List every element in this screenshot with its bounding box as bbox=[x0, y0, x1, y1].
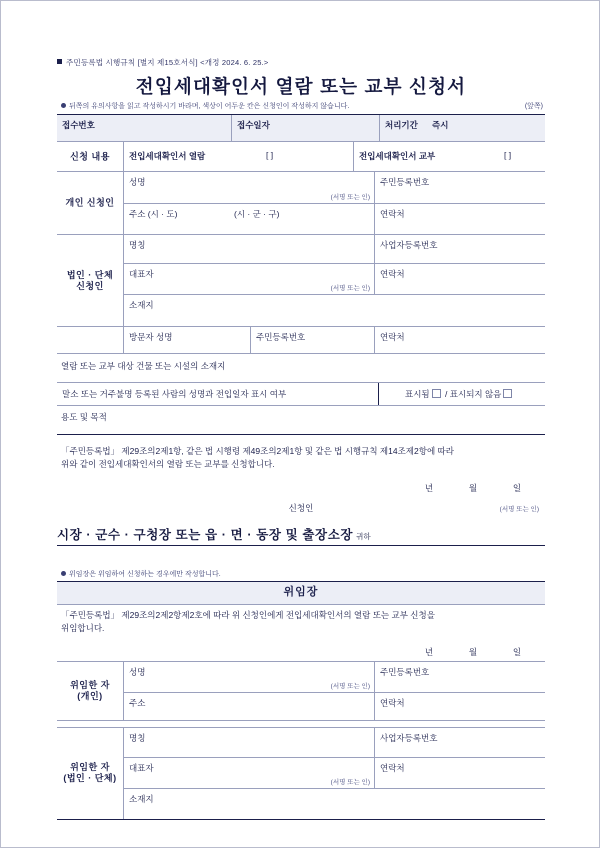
individual-resident-number-cell[interactable] bbox=[375, 172, 545, 203]
delegation-statement-line1: 「주민등록법」 제29조의2제2항제2호에 따라 위 신청인에게 전입세대확인서의 열람 또는 교부 신청을 bbox=[61, 610, 435, 620]
delegator-individual-name-label: 성명 bbox=[129, 667, 146, 677]
form-notice-text: 뒤쪽의 유의사항을 읽고 작성하시기 바라며, 색상이 어두운 칸은 신청인이 작성하지 않습니다. bbox=[69, 103, 350, 110]
checkbox-not-displayed[interactable] bbox=[503, 389, 512, 398]
individual-resident-number-label: 주민등록번호 bbox=[380, 177, 430, 187]
corporate-business-number-label: 사업자등록번호 bbox=[380, 240, 438, 250]
receipt-number-cell bbox=[57, 115, 231, 141]
delegator-individual-label-cell bbox=[57, 662, 123, 720]
processing-time-cell bbox=[379, 115, 545, 141]
delegation-notice-text: 위임장은 위임하여 신청하는 경우에만 작성합니다. bbox=[69, 571, 221, 578]
declaration-day-label: 일 bbox=[512, 483, 522, 493]
display-option-choices bbox=[405, 388, 514, 400]
purpose-cell[interactable] bbox=[57, 406, 545, 434]
law-reference-text: 주민등록법 시행규칙 [별지 제15호서식] <개정 2024. 6. 25.> bbox=[66, 58, 269, 67]
processing-time-value: 즉시 bbox=[432, 120, 449, 130]
delegator-individual-address-label: 주소 bbox=[129, 698, 146, 708]
checkbox-displayed[interactable] bbox=[432, 389, 441, 398]
delegator-individual-label-line2: (개인) bbox=[77, 691, 103, 701]
delegator-corporate-location-label: 소재지 bbox=[129, 794, 154, 804]
law-reference bbox=[57, 57, 268, 68]
declaration-year-label: 년 bbox=[424, 483, 434, 493]
request-option-reading-label: 전입세대확인서 열람 bbox=[129, 151, 206, 161]
corporate-applicant-label bbox=[57, 269, 123, 292]
form-content bbox=[57, 1, 545, 848]
delegator-individual-contact-cell[interactable] bbox=[375, 693, 545, 720]
delegation-statement bbox=[61, 609, 541, 635]
delegator-individual-label bbox=[57, 680, 123, 703]
delegator-individual-contact-label: 연락처 bbox=[380, 698, 405, 708]
declaration-signature-note: (서명 또는 인) bbox=[499, 506, 539, 513]
display-option-label-cell bbox=[57, 383, 378, 405]
delegation-title: 위임장 bbox=[283, 586, 319, 599]
declaration-applicant-label: 신청인 bbox=[288, 503, 314, 513]
receipt-date-label: 접수일자 bbox=[237, 120, 270, 130]
request-option-issue-cell[interactable] bbox=[354, 142, 545, 171]
bullet-dot-icon-2 bbox=[61, 571, 66, 576]
corporate-representative-signature-note: (서명 또는 인) bbox=[330, 285, 370, 292]
delegator-individual-resident-number-cell[interactable] bbox=[375, 662, 545, 692]
bullet-dot-icon bbox=[61, 103, 66, 108]
request-option-issue-label: 전입세대확인서 교부 bbox=[359, 151, 436, 161]
delegation-statement-line2: 위임합니다. bbox=[61, 623, 105, 634]
individual-applicant-label: 개인 신청인 bbox=[65, 197, 115, 208]
delegator-individual-signature-note: (서명 또는 인) bbox=[330, 683, 370, 690]
declaration-date[interactable] bbox=[407, 482, 539, 494]
individual-name-label: 성명 bbox=[129, 177, 146, 187]
display-option-separator: / bbox=[445, 389, 448, 399]
delegator-corporate-business-number-cell[interactable] bbox=[375, 728, 545, 757]
delegator-corporate-name-cell[interactable] bbox=[124, 728, 374, 757]
delegator-corporate-label bbox=[57, 762, 123, 785]
request-content-label: 신청 내용 bbox=[70, 150, 110, 161]
delegator-corporate-representative-cell[interactable] bbox=[124, 758, 374, 788]
delegator-corporate-label-cell bbox=[57, 727, 123, 819]
corporate-applicant-label-cell bbox=[57, 235, 123, 326]
individual-applicant-label-cell bbox=[57, 172, 123, 234]
delegator-corporate-representative-label: 대표자 bbox=[129, 763, 154, 773]
visitor-row-spacer bbox=[57, 327, 123, 353]
visitor-contact-label: 연락처 bbox=[380, 332, 405, 342]
individual-name-signature-note: (서명 또는 인) bbox=[330, 194, 370, 201]
declaration-statement bbox=[61, 445, 541, 471]
corporate-business-number-cell[interactable] bbox=[375, 235, 545, 263]
individual-contact-label: 연락처 bbox=[380, 209, 405, 219]
request-option-issue-box[interactable]: [ ] bbox=[504, 150, 512, 160]
rule-delegation-title-bottom bbox=[57, 604, 545, 605]
target-building-cell[interactable] bbox=[57, 354, 545, 382]
purpose-label: 용도 및 목적 bbox=[61, 412, 107, 422]
delegation-title-cell bbox=[57, 582, 545, 604]
display-option-no-label: 표시되지 않음 bbox=[449, 389, 502, 399]
display-option-label: 말소 또는 거주불명 등록된 사람의 성명과 전입일자 표시 여부 bbox=[62, 389, 287, 399]
delegator-corporate-business-number-label: 사업자등록번호 bbox=[380, 733, 438, 743]
delegator-corporate-signature-note: (서명 또는 인) bbox=[330, 779, 370, 786]
target-building-label: 열람 또는 교부 대상 건물 또는 시설의 소재지 bbox=[61, 361, 226, 371]
corporate-contact-cell[interactable] bbox=[375, 264, 545, 294]
form-notice bbox=[61, 101, 349, 111]
corporate-representative-cell[interactable] bbox=[124, 264, 374, 294]
corporate-name-label: 명칭 bbox=[129, 240, 146, 250]
rule-purpose-bottom bbox=[57, 434, 545, 435]
corporate-applicant-label-line1: 법인 · 단체 bbox=[66, 269, 114, 280]
declaration-month-label: 월 bbox=[468, 483, 478, 493]
delegator-corporate-label-line1: 위임한 자 bbox=[70, 761, 110, 772]
delegator-individual-address-cell[interactable] bbox=[124, 693, 374, 720]
addressee-honorific: 귀하 bbox=[356, 532, 371, 541]
delegation-year-label: 년 bbox=[424, 647, 434, 657]
corporate-name-cell[interactable] bbox=[124, 235, 374, 263]
page-title: 전입세대확인서 열람 또는 교부 신청서 bbox=[135, 76, 467, 97]
request-content-label-cell bbox=[57, 142, 123, 171]
declaration-applicant-line bbox=[57, 502, 545, 514]
display-option-yes-label: 표시됨 bbox=[405, 389, 430, 399]
rule-delegator-corporate-bottom bbox=[57, 819, 545, 820]
page-side-label: (앞쪽) bbox=[524, 103, 543, 110]
request-option-reading-cell[interactable] bbox=[124, 142, 353, 171]
individual-contact-cell[interactable] bbox=[375, 204, 545, 234]
visitor-contact-cell[interactable] bbox=[375, 327, 545, 353]
corporate-contact-label: 연락처 bbox=[380, 269, 405, 279]
corporate-location-cell[interactable] bbox=[124, 295, 545, 326]
corporate-representative-label: 대표자 bbox=[129, 269, 154, 279]
delegator-corporate-label-line2: (법인 · 단체) bbox=[63, 773, 117, 783]
delegator-individual-label-line1: 위임한 자 bbox=[70, 679, 110, 690]
display-option-choices-cell[interactable] bbox=[379, 383, 545, 405]
individual-address-cell[interactable] bbox=[124, 204, 374, 234]
individual-address-label: 주소 (시 · 도) bbox=[129, 209, 178, 219]
corporate-location-label: 소재지 bbox=[129, 300, 154, 310]
rule-addressee-bottom bbox=[57, 545, 545, 546]
delegator-corporate-contact-cell[interactable] bbox=[375, 758, 545, 788]
delegation-month-label: 월 bbox=[468, 647, 478, 657]
visitor-resident-number-label: 주민등록번호 bbox=[256, 332, 306, 342]
visitor-resident-number-cell[interactable] bbox=[251, 327, 374, 353]
addressee-text: 시장 · 군수 · 구청장 또는 읍 · 면 · 동장 및 출장소장 bbox=[57, 528, 354, 542]
delegation-day-label: 일 bbox=[512, 647, 522, 657]
bullet-square-icon bbox=[57, 59, 62, 64]
declaration-line1: 「주민등록법」 제29조의2제1항, 같은 법 시행령 제49조의2제1항 및 같은 법 시행규칙 제14조제2항에 따라 bbox=[61, 446, 454, 456]
delegator-individual-name-cell[interactable] bbox=[124, 662, 374, 692]
declaration-line2: 위와 같이 전입세대확인서의 열람 또는 교부를 신청합니다. bbox=[61, 459, 275, 470]
delegator-corporate-name-label: 명칭 bbox=[129, 733, 146, 743]
delegator-corporate-contact-label: 연락처 bbox=[380, 763, 405, 773]
delegation-date[interactable] bbox=[407, 646, 539, 658]
delegator-individual-resident-number-label: 주민등록번호 bbox=[380, 667, 430, 677]
individual-name-cell[interactable] bbox=[124, 172, 374, 203]
addressee bbox=[57, 525, 371, 543]
delegator-corporate-location-cell[interactable] bbox=[124, 789, 545, 819]
receipt-date-cell bbox=[231, 115, 379, 141]
receipt-number-label: 접수번호 bbox=[62, 120, 95, 130]
delegation-notice bbox=[61, 569, 221, 579]
individual-address-sub-label: (시 · 군 · 구) bbox=[234, 209, 280, 219]
rule-delegator-individual-bottom bbox=[57, 720, 545, 721]
corporate-applicant-label-line2: 신청인 bbox=[76, 280, 104, 291]
request-option-reading-box[interactable]: [ ] bbox=[266, 150, 274, 160]
visitor-name-label: 방문자 성명 bbox=[129, 332, 173, 342]
visitor-name-cell[interactable] bbox=[124, 327, 250, 353]
processing-time-label: 처리기간 bbox=[385, 120, 418, 130]
